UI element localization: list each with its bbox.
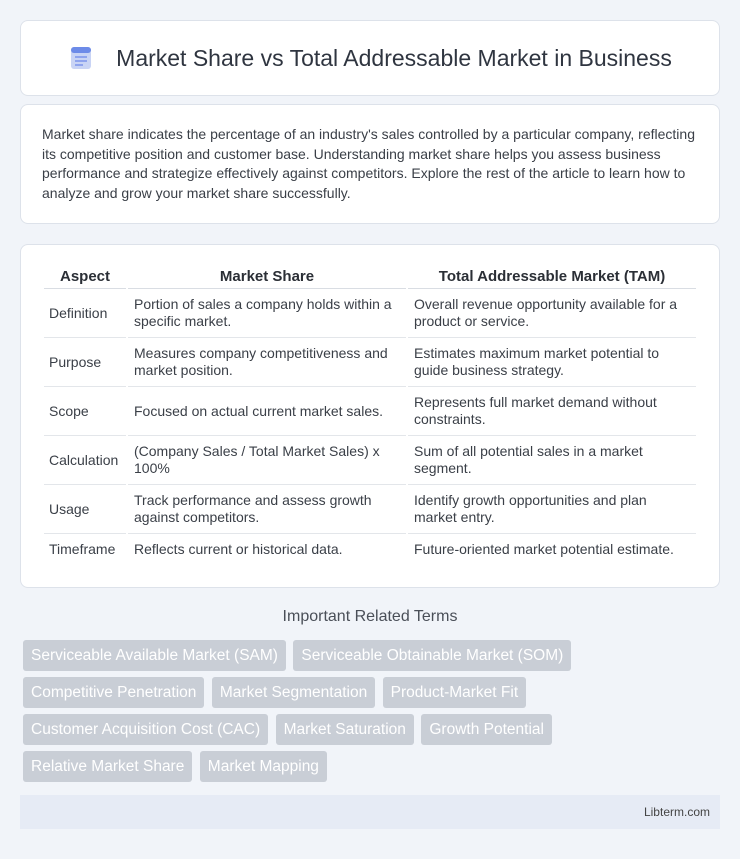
- table-cell: Overall revenue opportunity available for a product or service.: [408, 289, 696, 338]
- table-cell: Future-oriented market potential estimate.: [414, 541, 674, 557]
- table-row: [44, 534, 696, 565]
- table-cell: Reflects current or historical data.: [134, 541, 343, 557]
- term-tag[interactable]: Market Mapping: [200, 751, 327, 782]
- footer-site-link[interactable]: Libterm.com: [643, 805, 710, 819]
- document-icon: [68, 45, 94, 71]
- table-cell: Focused on actual current market sales.: [128, 387, 406, 436]
- table-cell: Usage: [44, 485, 126, 534]
- term-tag[interactable]: Growth Potential: [421, 714, 552, 745]
- term-tag[interactable]: Relative Market Share: [23, 751, 192, 782]
- column-header-market-share: Market Share: [128, 265, 406, 289]
- table-row: [44, 289, 696, 338]
- table-cell: Purpose: [44, 338, 126, 387]
- table-row: [44, 436, 696, 485]
- table-cell: Measures company competitiveness and market position.: [128, 338, 406, 387]
- table-cell: Definition: [44, 289, 126, 338]
- term-tag[interactable]: Serviceable Obtainable Market (SOM): [293, 640, 571, 671]
- table-header-row: [44, 265, 696, 289]
- table-cell: (Company Sales / Total Market Sales) x 100%: [128, 436, 406, 485]
- footer: [20, 795, 720, 829]
- term-tag[interactable]: Serviceable Available Market (SAM): [23, 640, 286, 671]
- term-tag[interactable]: Customer Acquisition Cost (CAC): [23, 714, 268, 745]
- table-cell: Timeframe: [49, 541, 116, 557]
- term-tag[interactable]: Market Saturation: [276, 714, 414, 745]
- related-terms-list: [23, 640, 723, 788]
- term-tag[interactable]: Market Segmentation: [212, 677, 375, 708]
- term-tag[interactable]: Product-Market Fit: [383, 677, 526, 708]
- intro-section: [20, 104, 720, 224]
- table-cell: Scope: [44, 387, 126, 436]
- table-row: [44, 387, 696, 436]
- table-cell: Portion of sales a company holds within a specific market.: [128, 289, 406, 338]
- term-tag[interactable]: Competitive Penetration: [23, 677, 204, 708]
- table-cell: Sum of all potential sales in a market segment.: [408, 436, 696, 485]
- table-row: [44, 338, 696, 387]
- table-cell: Identify growth opportunities and plan market entry.: [408, 485, 696, 534]
- comparison-table: [42, 265, 698, 565]
- page-title: Market Share vs Total Addressable Market in Business: [116, 44, 672, 71]
- table-cell: Track performance and assess growth against competitors.: [128, 485, 406, 534]
- page-header: [20, 20, 720, 96]
- table-cell: Estimates maximum market potential to guide business strategy.: [408, 338, 696, 387]
- table-cell: Calculation: [44, 436, 126, 485]
- table-row: [44, 485, 696, 534]
- related-terms-title: Important Related Terms: [282, 608, 458, 625]
- comparison-section: [20, 244, 720, 588]
- column-header-tam: Total Addressable Market (TAM): [408, 265, 696, 289]
- table-cell: Represents full market demand without constraints.: [408, 387, 696, 436]
- intro-text: Market share indicates the percentage of an industry's sales controlled by a particular company, reflecting its competitive position and customer base. Understanding market share helps you assess business performance and strategize effectively against competitors. Explore the rest of the article to learn how to analyze and grow your market share successfully.: [42, 126, 695, 201]
- column-header-aspect: Aspect: [44, 265, 126, 289]
